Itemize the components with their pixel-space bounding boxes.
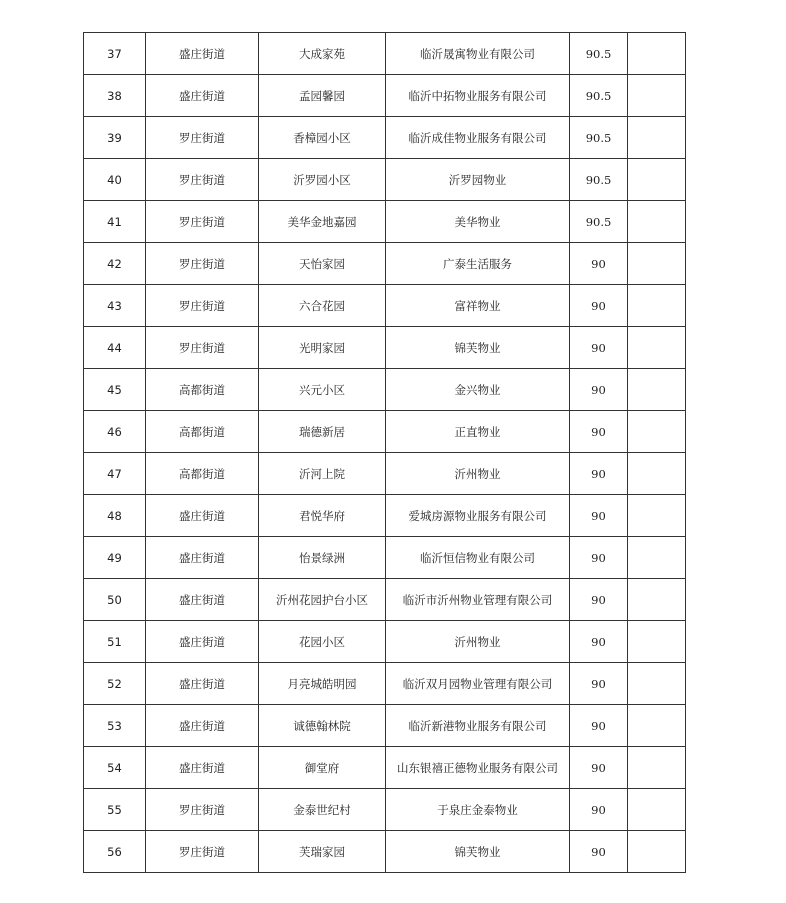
- row-number-cell: 42: [84, 243, 146, 285]
- score-cell: 90: [570, 831, 628, 873]
- table-row: [84, 453, 686, 495]
- score-cell: 90: [570, 453, 628, 495]
- table-row: [84, 159, 686, 201]
- street-cell: 盛庄街道: [146, 495, 259, 537]
- row-number-cell: 38: [84, 75, 146, 117]
- property-company-cell: 沂罗园物业: [386, 159, 570, 201]
- community-cell: 月亮城皓明园: [259, 663, 386, 705]
- property-company-cell: 山东银禧正德物业服务有限公司: [386, 747, 570, 789]
- score-cell: 90: [570, 705, 628, 747]
- row-number-cell: 51: [84, 621, 146, 663]
- remark-cell: [628, 159, 686, 201]
- table-row: [84, 537, 686, 579]
- table-row: [84, 621, 686, 663]
- score-cell: 90: [570, 285, 628, 327]
- score-cell: 90.5: [570, 75, 628, 117]
- community-cell: 沂罗园小区: [259, 159, 386, 201]
- score-cell: 90: [570, 579, 628, 621]
- street-cell: 盛庄街道: [146, 579, 259, 621]
- score-cell: 90: [570, 327, 628, 369]
- remark-cell: [628, 369, 686, 411]
- street-cell: 盛庄街道: [146, 747, 259, 789]
- score-cell: 90: [570, 789, 628, 831]
- table-row: [84, 243, 686, 285]
- street-cell: 盛庄街道: [146, 663, 259, 705]
- street-cell: 罗庄街道: [146, 327, 259, 369]
- score-cell: 90.5: [570, 159, 628, 201]
- street-cell: 盛庄街道: [146, 621, 259, 663]
- property-company-cell: 爱城房源物业服务有限公司: [386, 495, 570, 537]
- row-number-cell: 55: [84, 789, 146, 831]
- property-company-cell: 于泉庄金泰物业: [386, 789, 570, 831]
- ranking-table: [83, 32, 686, 873]
- row-number-cell: 50: [84, 579, 146, 621]
- remark-cell: [628, 621, 686, 663]
- property-company-cell: 美华物业: [386, 201, 570, 243]
- community-cell: 瑞德新居: [259, 411, 386, 453]
- remark-cell: [628, 411, 686, 453]
- row-number-cell: 54: [84, 747, 146, 789]
- remark-cell: [628, 789, 686, 831]
- score-cell: 90.5: [570, 33, 628, 75]
- street-cell: 高都街道: [146, 453, 259, 495]
- score-cell: 90: [570, 747, 628, 789]
- street-cell: 盛庄街道: [146, 705, 259, 747]
- table-row: [84, 201, 686, 243]
- community-cell: 君悦华府: [259, 495, 386, 537]
- score-cell: 90: [570, 411, 628, 453]
- score-cell: 90: [570, 537, 628, 579]
- property-company-cell: 临沂成佳物业服务有限公司: [386, 117, 570, 159]
- street-cell: 盛庄街道: [146, 537, 259, 579]
- community-cell: 美华金地嘉园: [259, 201, 386, 243]
- community-cell: 花园小区: [259, 621, 386, 663]
- row-number-cell: 40: [84, 159, 146, 201]
- property-company-cell: 锦芙物业: [386, 831, 570, 873]
- street-cell: 盛庄街道: [146, 75, 259, 117]
- remark-cell: [628, 327, 686, 369]
- property-company-cell: 金兴物业: [386, 369, 570, 411]
- community-cell: 六合花园: [259, 285, 386, 327]
- street-cell: 高都街道: [146, 369, 259, 411]
- table-row: [84, 579, 686, 621]
- remark-cell: [628, 285, 686, 327]
- row-number-cell: 46: [84, 411, 146, 453]
- property-company-cell: 正直物业: [386, 411, 570, 453]
- row-number-cell: 41: [84, 201, 146, 243]
- remark-cell: [628, 495, 686, 537]
- row-number-cell: 53: [84, 705, 146, 747]
- street-cell: 盛庄街道: [146, 33, 259, 75]
- remark-cell: [628, 579, 686, 621]
- community-cell: 孟园馨园: [259, 75, 386, 117]
- community-cell: 沂河上院: [259, 453, 386, 495]
- community-cell: 御堂府: [259, 747, 386, 789]
- table-row: [84, 831, 686, 873]
- score-cell: 90.5: [570, 117, 628, 159]
- property-company-cell: 临沂恒信物业有限公司: [386, 537, 570, 579]
- property-company-cell: 沂州物业: [386, 453, 570, 495]
- property-company-cell: 临沂新港物业服务有限公司: [386, 705, 570, 747]
- row-number-cell: 47: [84, 453, 146, 495]
- remark-cell: [628, 117, 686, 159]
- property-company-cell: 临沂双月园物业管理有限公司: [386, 663, 570, 705]
- street-cell: 罗庄街道: [146, 285, 259, 327]
- table-row: [84, 747, 686, 789]
- table-row: [84, 117, 686, 159]
- street-cell: 罗庄街道: [146, 117, 259, 159]
- row-number-cell: 49: [84, 537, 146, 579]
- row-number-cell: 45: [84, 369, 146, 411]
- remark-cell: [628, 33, 686, 75]
- table-row: [84, 663, 686, 705]
- property-company-cell: 锦芙物业: [386, 327, 570, 369]
- table-row: [84, 705, 686, 747]
- table-row: [84, 789, 686, 831]
- table-row: [84, 327, 686, 369]
- table-row: [84, 33, 686, 75]
- remark-cell: [628, 705, 686, 747]
- community-cell: 芙瑞家园: [259, 831, 386, 873]
- community-cell: 光明家园: [259, 327, 386, 369]
- community-cell: 金泰世纪村: [259, 789, 386, 831]
- score-cell: 90.5: [570, 201, 628, 243]
- community-cell: 诚德翰林院: [259, 705, 386, 747]
- property-company-cell: 临沂晟寓物业有限公司: [386, 33, 570, 75]
- score-cell: 90: [570, 243, 628, 285]
- score-cell: 90: [570, 621, 628, 663]
- community-cell: 大成家苑: [259, 33, 386, 75]
- street-cell: 罗庄街道: [146, 243, 259, 285]
- row-number-cell: 56: [84, 831, 146, 873]
- table-body: [84, 33, 686, 873]
- remark-cell: [628, 537, 686, 579]
- table-row: [84, 411, 686, 453]
- table-row: [84, 369, 686, 411]
- community-cell: 怡景绿洲: [259, 537, 386, 579]
- row-number-cell: 43: [84, 285, 146, 327]
- community-cell: 兴元小区: [259, 369, 386, 411]
- remark-cell: [628, 453, 686, 495]
- remark-cell: [628, 747, 686, 789]
- remark-cell: [628, 663, 686, 705]
- street-cell: 高都街道: [146, 411, 259, 453]
- property-company-cell: 临沂中拓物业服务有限公司: [386, 75, 570, 117]
- row-number-cell: 52: [84, 663, 146, 705]
- score-cell: 90: [570, 495, 628, 537]
- street-cell: 罗庄街道: [146, 201, 259, 243]
- remark-cell: [628, 75, 686, 117]
- street-cell: 罗庄街道: [146, 831, 259, 873]
- table-row: [84, 285, 686, 327]
- property-company-cell: 沂州物业: [386, 621, 570, 663]
- community-cell: 沂州花园护台小区: [259, 579, 386, 621]
- property-company-cell: 临沂市沂州物业管理有限公司: [386, 579, 570, 621]
- row-number-cell: 39: [84, 117, 146, 159]
- street-cell: 罗庄街道: [146, 789, 259, 831]
- remark-cell: [628, 831, 686, 873]
- property-company-cell: 富祥物业: [386, 285, 570, 327]
- table-row: [84, 75, 686, 117]
- community-cell: 天怡家园: [259, 243, 386, 285]
- table-row: [84, 495, 686, 537]
- street-cell: 罗庄街道: [146, 159, 259, 201]
- community-cell: 香樟园小区: [259, 117, 386, 159]
- property-company-cell: 广泰生活服务: [386, 243, 570, 285]
- score-cell: 90: [570, 663, 628, 705]
- remark-cell: [628, 201, 686, 243]
- row-number-cell: 44: [84, 327, 146, 369]
- remark-cell: [628, 243, 686, 285]
- score-cell: 90: [570, 369, 628, 411]
- row-number-cell: 48: [84, 495, 146, 537]
- row-number-cell: 37: [84, 33, 146, 75]
